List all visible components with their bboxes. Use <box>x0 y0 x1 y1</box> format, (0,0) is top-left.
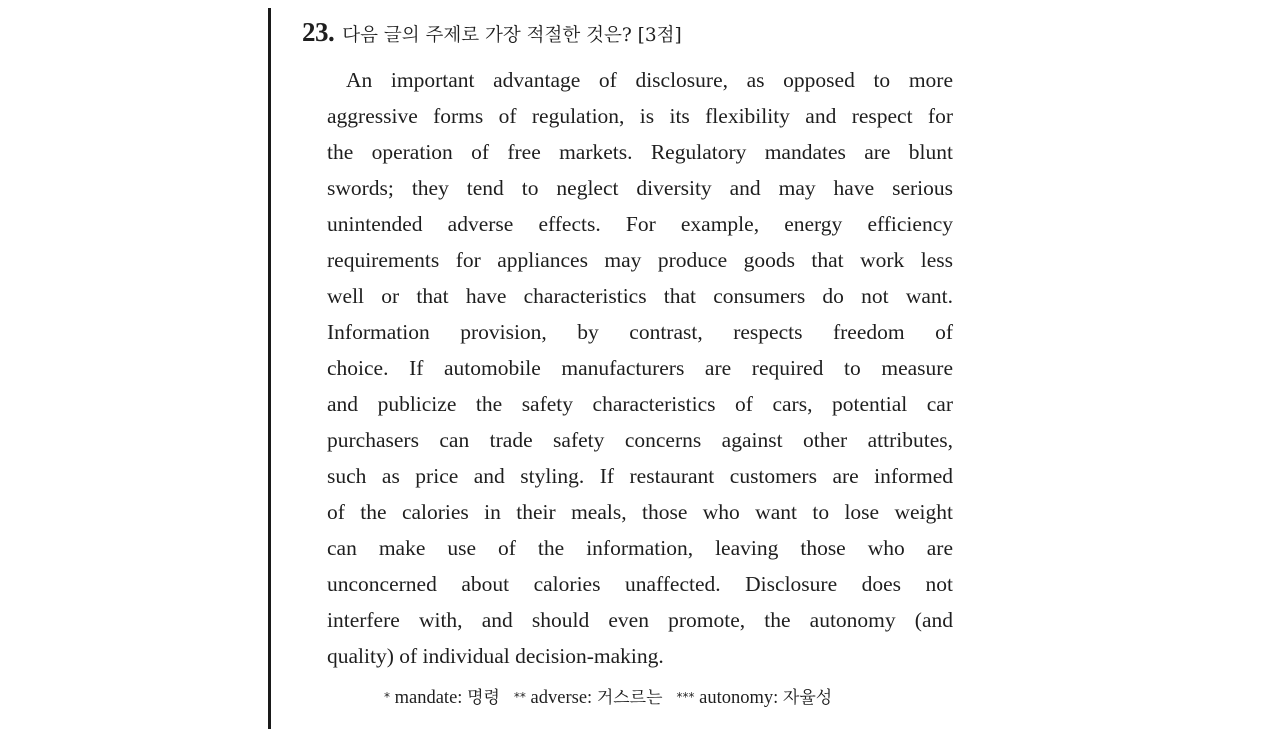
footnote-marker: ** <box>513 690 526 704</box>
passage-line: choice. If automobile manufacturers are required to measure <box>327 356 953 380</box>
footnote-marker: *** <box>676 690 695 704</box>
passage-line: the operation of free markets. Regulatory mandates are blunt <box>327 140 953 164</box>
footnotes <box>384 683 832 709</box>
footnote <box>677 688 833 708</box>
passage-line: swords; they tend to neglect diversity and may have serious <box>327 176 953 200</box>
footnote-term: adverse: <box>530 688 593 708</box>
footnote <box>514 688 663 708</box>
passage-line: unconcerned about calories unaffected. Disclosure does not <box>327 572 953 596</box>
passage-line: quality) of individual decision-making. <box>327 644 664 668</box>
passage-line: unintended adverse effects. For example, energy efficiency <box>327 212 953 236</box>
passage <box>327 62 953 674</box>
footnote-meaning: 거스르는 <box>596 688 663 708</box>
passage-line: of the calories in their meals, those who want to lose weight <box>327 500 953 524</box>
footnote-marker: * <box>384 690 390 704</box>
question-number: 23. <box>302 17 335 47</box>
passage-line: and publicize the safety characteristics of cars, potential car <box>327 392 953 416</box>
passage-line: such as price and styling. If restaurant customers are informed <box>327 464 953 488</box>
passage-line: can make use of the information, leaving those who are <box>327 536 953 560</box>
footnote <box>384 688 500 708</box>
question-prompt: 다음 글의 주제로 가장 적절한 것은? [3점] <box>342 25 682 46</box>
passage-line: well or that have characteristics that consumers do not want. <box>327 284 953 308</box>
passage-line: aggressive forms of regulation, is its flexibility and respect for <box>327 104 953 128</box>
footnote-term: mandate: <box>394 688 463 708</box>
passage-line: purchasers can trade safety concerns against other attributes, <box>327 428 953 452</box>
passage-line: requirements for appliances may produce goods that work less <box>327 248 953 272</box>
question-header <box>302 17 682 48</box>
margin-rule <box>268 8 271 729</box>
passage-line: interfere with, and should even promote, the autonomy (and <box>327 608 953 632</box>
passage-line: Information provision, by contrast, respects freedom of <box>327 320 953 344</box>
footnote-term: autonomy: <box>699 688 779 708</box>
passage-line: An important advantage of disclosure, as opposed to more <box>346 68 953 92</box>
footnote-meaning: 명령 <box>467 688 500 708</box>
footnote-meaning: 자율성 <box>782 688 833 708</box>
